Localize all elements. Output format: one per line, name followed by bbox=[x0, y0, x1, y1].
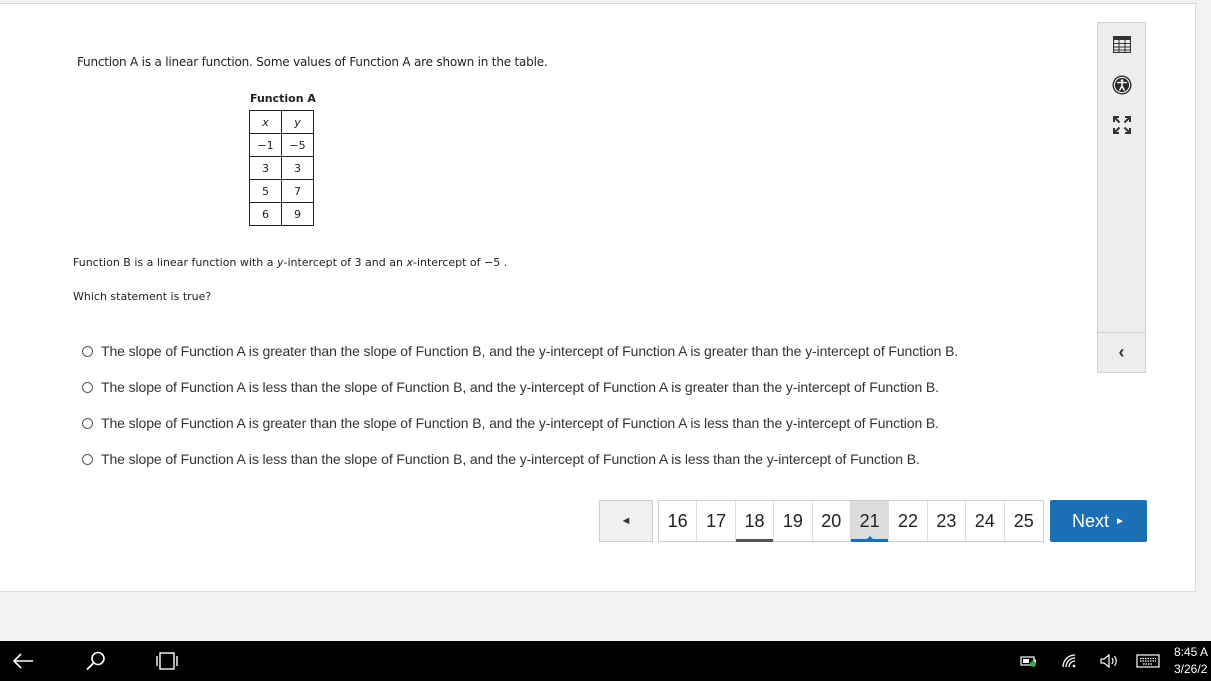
table-header-y: y bbox=[282, 111, 314, 134]
accessibility-icon[interactable] bbox=[1111, 74, 1133, 96]
question-intro: Function A is a linear function. Some values of Function A are shown in the table. bbox=[77, 55, 548, 69]
page-18-button[interactable]: 18 bbox=[736, 501, 774, 541]
table-header-row bbox=[250, 111, 314, 134]
chevron-left-icon: ‹ bbox=[1118, 342, 1125, 362]
table-row bbox=[250, 180, 314, 203]
triangle-left-icon: ◄ bbox=[620, 515, 632, 527]
function-b-text-2: -intercept of 3 and an bbox=[283, 256, 407, 269]
page-number-list bbox=[658, 500, 1044, 542]
answer-choice-4[interactable] bbox=[82, 449, 920, 469]
page-17-button[interactable]: 17 bbox=[697, 501, 735, 541]
page-20-button[interactable]: 20 bbox=[813, 501, 851, 541]
page-19-button[interactable]: 19 bbox=[774, 501, 812, 541]
answer-choice-text: The slope of Function A is greater than the slope of Function B, and the y-intercept of Function A is less than the y-intercept of Function B. bbox=[101, 415, 939, 431]
answer-choice-1[interactable] bbox=[82, 341, 958, 361]
radio-button[interactable] bbox=[82, 382, 93, 393]
table-row bbox=[250, 134, 314, 157]
function-b-y-var: y bbox=[276, 256, 284, 269]
windows-taskbar bbox=[0, 641, 1211, 681]
clock-time: 8:45 A bbox=[1174, 645, 1209, 659]
clock-date: 3/26/2 bbox=[1174, 662, 1208, 676]
page-25-button[interactable]: 25 bbox=[1005, 501, 1043, 541]
triangle-right-icon: ► bbox=[1115, 515, 1125, 527]
table-row bbox=[250, 203, 314, 226]
function-a-table bbox=[249, 110, 314, 226]
table-title: Function A bbox=[250, 92, 316, 105]
next-button[interactable] bbox=[1050, 500, 1147, 542]
radio-button[interactable] bbox=[82, 346, 93, 357]
task-view-icon[interactable] bbox=[155, 650, 179, 672]
table-row bbox=[250, 157, 314, 180]
keyboard-icon[interactable] bbox=[1136, 650, 1160, 672]
question-prompt: Which statement is true? bbox=[73, 290, 212, 303]
table-cell: 6 bbox=[250, 203, 282, 226]
table-cell: −1 bbox=[250, 134, 282, 157]
search-icon[interactable] bbox=[84, 650, 108, 672]
function-b-text-1: Function B is a linear function with a bbox=[73, 256, 277, 269]
system-clock[interactable] bbox=[1174, 644, 1208, 678]
answer-choice-text: The slope of Function A is less than the slope of Function B, and the y-intercept of Function A is less than the y-intercept of Function B. bbox=[101, 451, 920, 467]
fullscreen-icon[interactable] bbox=[1111, 114, 1133, 136]
page-22-button[interactable]: 22 bbox=[889, 501, 927, 541]
table-cell: 9 bbox=[282, 203, 314, 226]
answer-choice-text: The slope of Function A is less than the slope of Function B, and the y-intercept of Function A is greater than the y-intercept of Function B. bbox=[101, 379, 939, 395]
battery-icon[interactable] bbox=[1017, 650, 1041, 672]
answer-choice-3[interactable] bbox=[82, 413, 939, 433]
radio-button[interactable] bbox=[82, 418, 93, 429]
page-21-button[interactable]: 21 bbox=[851, 501, 889, 541]
wifi-icon[interactable] bbox=[1058, 650, 1082, 672]
page-16-button[interactable]: 16 bbox=[659, 501, 697, 541]
volume-icon[interactable] bbox=[1097, 650, 1121, 672]
page-23-button[interactable]: 23 bbox=[928, 501, 966, 541]
function-b-description bbox=[73, 256, 507, 269]
function-b-x-var: x bbox=[406, 256, 413, 269]
calculator-icon[interactable] bbox=[1111, 33, 1133, 55]
table-cell: −5 bbox=[282, 134, 314, 157]
function-b-text-3: -intercept of −5 . bbox=[412, 256, 508, 269]
page-24-button[interactable]: 24 bbox=[966, 501, 1004, 541]
radio-button[interactable] bbox=[82, 454, 93, 465]
next-button-label: Next bbox=[1072, 510, 1110, 531]
previous-page-button[interactable] bbox=[599, 500, 653, 542]
table-cell: 5 bbox=[250, 180, 282, 203]
tool-panel bbox=[1097, 22, 1146, 373]
table-header-x: x bbox=[250, 111, 282, 134]
question-card bbox=[0, 3, 1196, 592]
table-cell: 7 bbox=[282, 180, 314, 203]
answer-choice-text: The slope of Function A is greater than the slope of Function B, and the y-intercept of Function A is greater than the y-intercept of Function B. bbox=[101, 343, 959, 359]
table-cell: 3 bbox=[282, 157, 314, 180]
back-icon[interactable] bbox=[11, 650, 35, 672]
table-cell: 3 bbox=[250, 157, 282, 180]
collapse-panel-button[interactable] bbox=[1098, 333, 1145, 372]
answer-choice-2[interactable] bbox=[82, 377, 939, 397]
